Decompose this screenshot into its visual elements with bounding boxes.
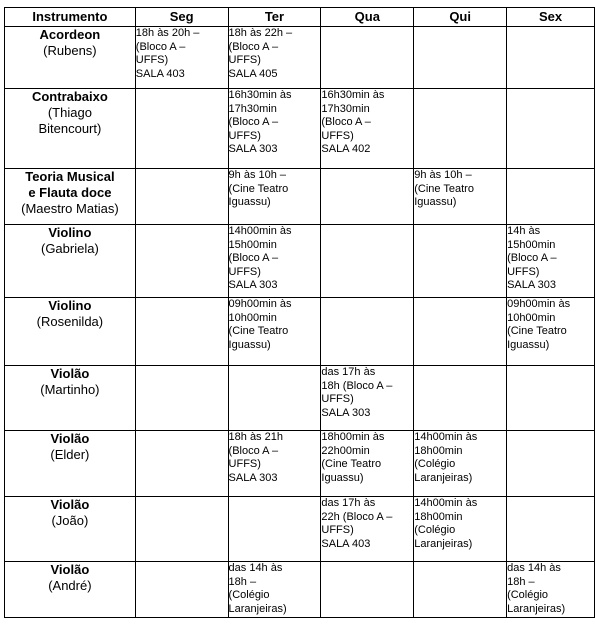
slot-text: das 14h às 18h – (Colégio Laranjeiras)	[228, 562, 287, 615]
table-row	[5, 431, 595, 497]
instrument-name: Violão	[50, 497, 90, 512]
slot-seg	[135, 169, 228, 225]
teacher-name: (Maestro Matias)	[21, 201, 119, 216]
instrument-cell	[5, 562, 136, 618]
slot-seg	[135, 431, 228, 497]
slot-ter	[228, 225, 321, 298]
slot-ter	[228, 27, 321, 89]
slot-qui	[414, 431, 507, 497]
table-row	[5, 298, 595, 366]
instrument-cell	[5, 366, 136, 431]
slot-text: 18h00min às 22h00min (Cine Teatro Iguassu)	[321, 431, 385, 484]
instrument-cell	[5, 225, 136, 298]
header-qua: Qua	[321, 8, 414, 27]
instrument-cell	[5, 27, 136, 89]
slot-sex	[507, 225, 595, 298]
slot-ter	[228, 562, 321, 618]
header-ter: Ter	[228, 8, 321, 27]
instrument-name: Contrabaixo	[31, 89, 108, 104]
slot-text: 16h30min às 17h30min (Bloco A – UFFS) SALA 303	[228, 89, 292, 155]
slot-text: 09h00min às 10h00min (Cine Teatro Iguassu)	[228, 298, 292, 351]
slot-ter	[228, 366, 321, 431]
slot-sex	[507, 431, 595, 497]
slot-text: 9h às 10h – (Cine Teatro Iguassu)	[228, 169, 289, 208]
header-sex: Sex	[507, 8, 595, 27]
slot-ter	[228, 298, 321, 366]
slot-text: 14h00min às 15h00min (Bloco A – UFFS) SALA 303	[228, 225, 292, 291]
slot-text: das 17h às 22h (Bloco A – UFFS) SALA 403	[321, 497, 393, 550]
slot-qui	[414, 89, 507, 169]
slot-ter	[228, 89, 321, 169]
slot-sex	[507, 497, 595, 562]
instrument-name: Teoria Musical e Flauta doce	[25, 169, 115, 200]
slot-seg	[135, 497, 228, 562]
slot-qui	[414, 562, 507, 618]
table-row	[5, 366, 595, 431]
slot-sex	[507, 27, 595, 89]
slot-text: 14h00min às 18h00min (Colégio Laranjeiras)	[414, 497, 478, 550]
slot-text: 18h às 22h – (Bloco A – UFFS) SALA 405	[228, 27, 293, 80]
instrument-cell	[5, 497, 136, 562]
slot-seg	[135, 225, 228, 298]
instrument-name: Violino	[48, 298, 92, 313]
slot-qui	[414, 27, 507, 89]
header-row	[5, 8, 595, 27]
slot-ter	[228, 169, 321, 225]
instrument-cell	[5, 89, 136, 169]
table-row	[5, 27, 595, 89]
slot-text: 14h00min às 18h00min (Colégio Laranjeiras)	[414, 431, 478, 484]
slot-qui	[414, 169, 507, 225]
instrument-name: Violão	[50, 366, 90, 381]
slot-sex	[507, 298, 595, 366]
slot-qui	[414, 497, 507, 562]
teacher-name: (João)	[51, 513, 89, 528]
teacher-name: (Rosenilda)	[36, 314, 104, 329]
slot-text: das 17h às 18h (Bloco A – UFFS) SALA 303	[321, 366, 393, 419]
header-seg: Seg	[135, 8, 228, 27]
instrument-cell	[5, 298, 136, 366]
slot-qua	[321, 431, 414, 497]
slot-qua	[321, 562, 414, 618]
slot-sex	[507, 366, 595, 431]
slot-sex	[507, 89, 595, 169]
instrument-cell	[5, 169, 136, 225]
slot-text: 18h às 21h (Bloco A – UFFS) SALA 303	[228, 431, 283, 484]
slot-text: 16h30min às 17h30min (Bloco A – UFFS) SALA 402	[321, 89, 385, 155]
slot-ter	[228, 431, 321, 497]
slot-sex	[507, 169, 595, 225]
slot-qua	[321, 366, 414, 431]
slot-seg	[135, 562, 228, 618]
table-row	[5, 89, 595, 169]
slot-text: 9h às 10h – (Cine Teatro Iguassu)	[414, 169, 474, 208]
slot-text: 09h00min às 10h00min (Cine Teatro Iguassu)	[507, 298, 571, 351]
instrument-name: Violino	[48, 225, 92, 240]
slot-seg	[135, 366, 228, 431]
slot-text: 18h às 20h – (Bloco A – UFFS) SALA 403	[135, 27, 200, 80]
slot-sex	[507, 562, 595, 618]
slot-text: das 14h às 18h – (Colégio Laranjeiras)	[507, 562, 566, 615]
slot-seg	[135, 298, 228, 366]
teacher-name: (André)	[48, 578, 92, 593]
table-row	[5, 225, 595, 298]
slot-qua	[321, 497, 414, 562]
teacher-name: (Gabriela)	[40, 241, 99, 256]
slot-qui	[414, 366, 507, 431]
slot-seg	[135, 27, 228, 89]
teacher-name: (Thiago Bitencourt)	[38, 105, 102, 136]
instrument-name: Acordeon	[39, 27, 101, 42]
slot-qua	[321, 27, 414, 89]
slot-qua	[321, 89, 414, 169]
instrument-name: Violão	[50, 562, 90, 577]
teacher-name: (Martinho)	[40, 382, 100, 397]
slot-text: 14h às 15h00min (Bloco A – UFFS) SALA 303	[507, 225, 557, 291]
header-qui: Qui	[414, 8, 507, 27]
instrument-name: Violão	[50, 431, 90, 446]
schedule-table	[4, 7, 595, 618]
slot-qui	[414, 225, 507, 298]
table-row	[5, 562, 595, 618]
teacher-name: (Elder)	[50, 447, 90, 462]
slot-qui	[414, 298, 507, 366]
slot-seg	[135, 89, 228, 169]
instrument-cell	[5, 431, 136, 497]
header-instrumento: Instrumento	[5, 8, 136, 27]
table-row	[5, 169, 595, 225]
teacher-name: (Rubens)	[43, 43, 97, 58]
table-row	[5, 497, 595, 562]
slot-qua	[321, 169, 414, 225]
slot-ter	[228, 497, 321, 562]
slot-qua	[321, 225, 414, 298]
slot-qua	[321, 298, 414, 366]
